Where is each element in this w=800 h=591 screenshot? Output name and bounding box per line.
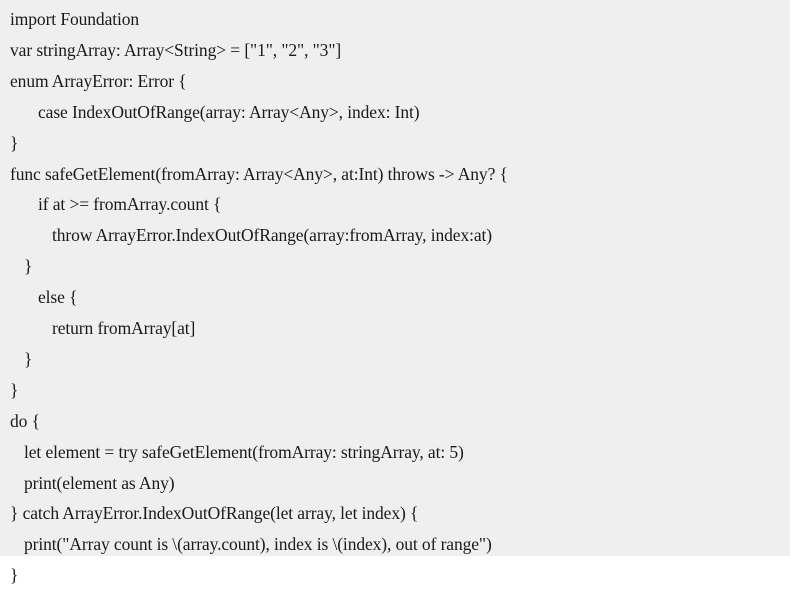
code-line: } bbox=[10, 132, 19, 153]
code-line: print("Array count is \(array.count), index is \(index), out of range") bbox=[24, 534, 492, 555]
code-line: } bbox=[24, 256, 33, 277]
code-line: } bbox=[10, 379, 19, 400]
code-line: func safeGetElement(fromArray: Array<Any>, at:Int) throws -> Any? { bbox=[10, 163, 508, 184]
code-line: } bbox=[24, 348, 33, 369]
code-line: import Foundation bbox=[10, 9, 140, 29]
code-line: let element = try safeGetElement(fromArray: stringArray, at: 5) bbox=[24, 441, 464, 462]
code-line: enum ArrayError: Error { bbox=[10, 70, 187, 91]
code-line: case IndexOutOfRange(array: Array<Any>, index: Int) bbox=[38, 101, 420, 122]
code-line: } catch ArrayError.IndexOutOfRange(let array, let index) { bbox=[10, 503, 419, 524]
code-line: throw ArrayError.IndexOutOfRange(array:fromArray, index:at) bbox=[52, 225, 493, 246]
code-line: var stringArray: Array<String> = ["1", "2", "3"] bbox=[10, 39, 342, 60]
code-line: return fromArray[at] bbox=[52, 318, 196, 338]
code-line: } bbox=[10, 565, 19, 586]
code-line: print(element as Any) bbox=[24, 472, 175, 493]
code-line: if at >= fromArray.count { bbox=[38, 194, 222, 215]
code-line: do { bbox=[10, 410, 40, 431]
code-line: else { bbox=[38, 287, 78, 308]
